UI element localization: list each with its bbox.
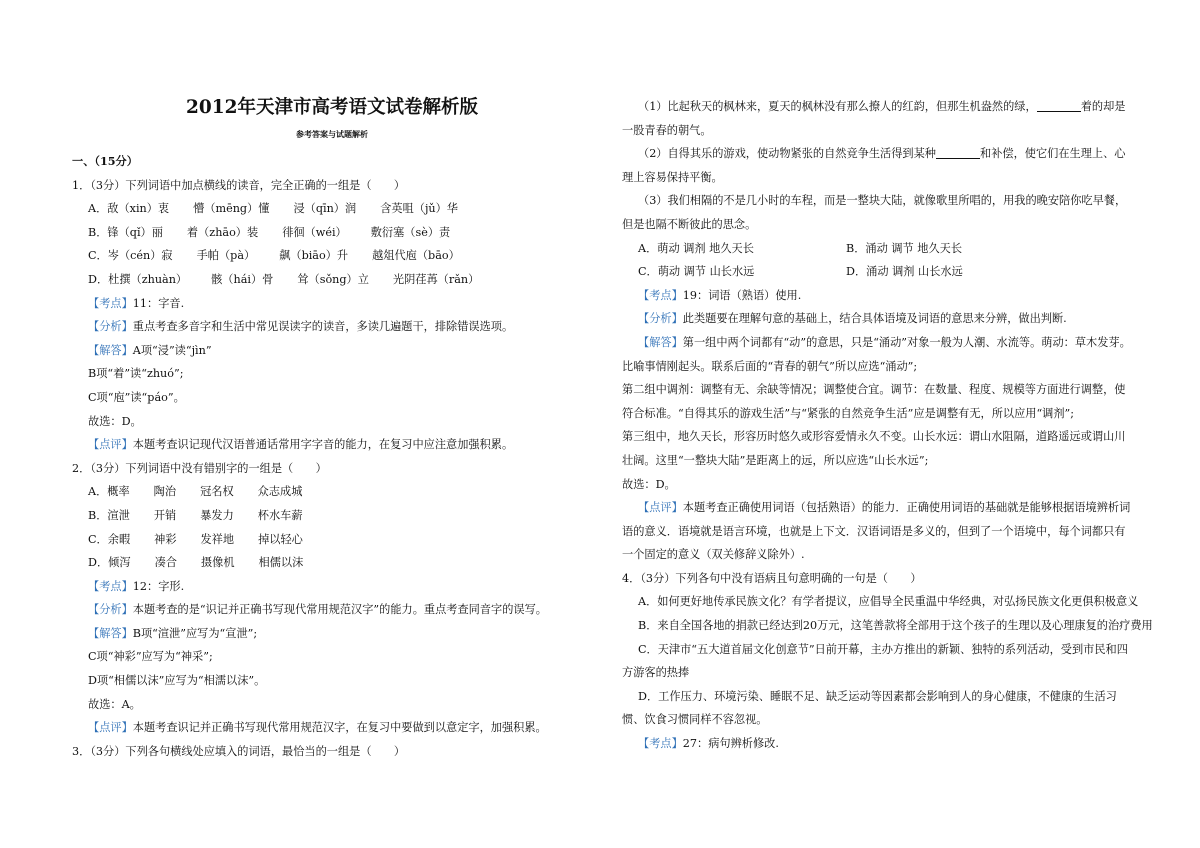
annotation-tag: 【点评】	[88, 438, 133, 452]
text-line	[72, 645, 592, 669]
text-line	[622, 307, 1132, 331]
text-segment: （1）比起秋天的枫林来，夏天的枫林没有那么撩人的红韵，但那生机盎然的绿，	[638, 100, 1037, 113]
annotation-tag: 【点评】	[638, 501, 683, 515]
option-word: 发祥地	[200, 532, 235, 546]
text-line	[72, 716, 592, 740]
option-word: 飙（biāo）升	[279, 249, 349, 263]
option-letter: C．	[88, 249, 108, 263]
text-segment: 第一组中两个词都有“动”的意思，只是“涌动”对象一般为人潮、水流等。萌动：草木发芽。比喻事情刚起头。联系后面的“青春的朝气”所以应选“涌动”;	[622, 335, 1131, 373]
text-segment: C．天津市“五大道首届文化创意节”日前开幕，主办方推出的新颖、独特的系列活动，受到市民和四方游客的热捧	[622, 642, 1128, 680]
option-word: 开销	[153, 508, 177, 522]
annotation-tag: 【点评】	[88, 721, 133, 735]
option-word: 暴发力	[200, 508, 234, 522]
option-word: 光阴荏苒（rǎn）	[392, 272, 480, 286]
annotation-tag: 【考点】	[88, 296, 133, 310]
option-word: 陶治	[153, 485, 177, 499]
text-line	[72, 622, 592, 646]
option-word: 骸（hái）骨	[211, 272, 274, 286]
option-word: 着（zhāo）装	[186, 225, 259, 239]
option-word: 渲泄	[107, 508, 130, 522]
text-segment: A．如何更好地传承民族文化？有学者提议，应倡导全民重温中华经典，对弘扬民族文化更俱积极意义	[638, 595, 1139, 609]
text-line	[72, 339, 592, 363]
text-segment: 19：词语（熟语）使用.	[682, 288, 802, 302]
text-segment: D项“相儒以沫”应写为“相濡以沫”。	[88, 674, 266, 688]
option-letter: D．	[88, 556, 109, 570]
text-line	[622, 614, 1153, 638]
text-line	[622, 496, 1132, 567]
text-segment: 故选：D。	[88, 414, 142, 428]
option-word: 余暇	[107, 532, 131, 546]
option-letter: B．	[88, 225, 108, 239]
annotation-tag: 【分析】	[638, 312, 683, 326]
text-line	[72, 480, 592, 504]
text-line	[72, 504, 592, 528]
text-segment: 本题考查识记并正确书写现代常用规范汉字，在复习中要做到以意定字，加强积累。	[132, 721, 547, 735]
text-line	[622, 378, 1132, 425]
annotation-tag: 【分析】	[88, 320, 133, 334]
text-segment: 27：病句辨析修改.	[682, 737, 779, 751]
text-segment: 第二组中调剂：调整有无、余缺等情况；调整使合宜。调节：在数量、程度、规模等方面进行调整，使符合标准。“自得其乐的游戏生活”与“紧张的自然竞争生活”应是调整有无，所以应用“调剂”;	[622, 383, 1126, 420]
text-segment: 着的却是一股青春的朝气。	[622, 100, 1126, 137]
option-word: 概率	[107, 485, 130, 499]
text-segment: B项“着”读“zhuó”;	[88, 367, 184, 381]
option-letter: C．	[88, 532, 108, 546]
text-line	[622, 732, 1132, 756]
option-word: 耸（sǒng）立	[297, 272, 369, 286]
option-item: B．涌动 调节 地久天长	[846, 241, 963, 255]
text-segment: 3．（3分）下列各句横线处应填入的词语，最恰当的一组是（ ）	[72, 744, 406, 758]
text-line	[72, 174, 592, 198]
option-row	[622, 237, 1132, 261]
right-content	[622, 95, 1153, 756]
text-line	[622, 590, 1139, 614]
text-line	[622, 685, 1132, 732]
text-line	[72, 362, 592, 386]
text-line	[622, 142, 1132, 189]
option-word: 摄像机	[200, 556, 235, 570]
text-line	[72, 551, 592, 575]
annotation-tag: 【解答】	[638, 335, 683, 349]
option-word: 凑合	[154, 556, 177, 570]
option-word: 冠名权	[200, 485, 234, 499]
text-line	[72, 292, 592, 316]
text-segment: 故选：A。	[88, 697, 141, 711]
page-subtitle: 参考答案与试题解析	[296, 129, 368, 139]
text-segment: B．来自全国各地的捐款已经达到20万元，这笔善款将全部用于这个孩子的生理以及心理康复的治疗费用	[638, 619, 1153, 633]
text-segment: 2．（3分）下列词语中没有错别字的一组是（ ）	[72, 461, 327, 475]
option-word: 倾泻	[108, 556, 131, 570]
text-line	[72, 268, 592, 292]
text-line	[72, 669, 592, 693]
option-word: 手帕（pà）	[196, 249, 256, 263]
section-heading	[72, 150, 592, 174]
annotation-tag: 【考点】	[638, 288, 683, 302]
text-line	[72, 244, 592, 268]
text-segment: 一、（15分）	[72, 154, 138, 168]
text-segment: C项“神彩”应写为“神采”;	[88, 650, 213, 664]
text-line	[72, 575, 592, 599]
option-letter: A．	[88, 485, 108, 499]
annotation-tag: 【考点】	[638, 737, 683, 751]
text-line	[72, 386, 592, 410]
text-segment: A项“浸”读“jìn”	[132, 343, 212, 357]
text-segment: 本题考查的是“识记并正确书写现代常用规范汉字”的能力。重点考查同音字的误写。	[132, 603, 547, 617]
option-word: 浸（qīn）润	[293, 202, 357, 216]
option-word: 掉以轻心	[258, 532, 303, 546]
option-word: 锋（qǐ）丽	[107, 225, 163, 239]
text-segment: 1．（3分）下列词语中加点横线的读音，完全正确的一组是（ ）	[72, 178, 406, 192]
text-segment: 重点考查多音字和生活中常见误读字的读音，多读几遍题干，排除错误选项。	[132, 320, 514, 334]
text-line	[72, 433, 592, 457]
text-segment: （2）自得其乐的游戏，使动物紧张的自然竞争生活得到某种	[638, 147, 936, 161]
annotation-tag: 【考点】	[88, 579, 133, 593]
option-letter: D．	[88, 272, 109, 286]
option-word: 越俎代庖（bāo）	[372, 249, 460, 263]
text-line	[72, 598, 592, 622]
text-line	[72, 315, 592, 339]
text-segment: 第三组中，地久天长，形容历时悠久或形容爱情永久不变。山长水远：谓山水阻隔，道路遥远或谓山川壮阔。这里“一整块大陆”是距离上的远，所以应选“山长水远”;	[622, 430, 1126, 467]
option-item: D．涌动 调剂 山长水远	[846, 265, 963, 279]
option-word: 相儒以沫	[258, 556, 304, 570]
left-content	[72, 150, 592, 763]
annotation-tag: 【解答】	[88, 343, 133, 357]
option-word: 杜撰（zhuàn）	[108, 272, 188, 286]
option-word: 众志成城	[257, 485, 303, 499]
text-line	[622, 284, 1132, 308]
option-word: 神彩	[154, 532, 177, 546]
text-line	[72, 197, 592, 221]
option-word: 徘徊（wéi）	[282, 225, 347, 239]
option-row	[622, 260, 1132, 284]
text-line	[622, 567, 1132, 591]
option-item: A．萌动 调剂 地久天长	[638, 241, 754, 255]
annotation-tag: 【解答】	[88, 626, 133, 640]
text-segment: B项“渲泄”应写为“宣泄”;	[132, 626, 258, 640]
text-line	[72, 693, 592, 717]
text-line	[622, 638, 1132, 685]
option-word: 含英咀（jǔ）华	[380, 202, 458, 216]
text-segment: 4．（3分）下列各句中没有语病且句意明确的一句是（ ）	[622, 571, 922, 585]
text-segment: C项“庖”读“páo”。	[88, 390, 185, 404]
fill-blank	[936, 145, 980, 159]
text-segment: 本题考查正确使用词语（包括熟语）的能力．正确使用词语的基础就是能够根据语境辨析词语的意义．语境就是语言环境，也就是上下文．汉语词语是多义的，但到了一个语境中，每个词都只有一个固定的意义（双关修辞义除外）.	[622, 501, 1131, 562]
option-letter: A．	[88, 202, 108, 216]
text-line	[72, 528, 592, 552]
text-line	[72, 221, 592, 245]
option-word: 懵（mēng）懂	[193, 202, 270, 216]
text-segment: 12：字形.	[132, 579, 185, 593]
fill-blank	[1037, 98, 1081, 112]
text-line	[622, 331, 1132, 378]
text-line	[622, 425, 1132, 472]
option-word: 敷衍塞（sè）责	[370, 225, 451, 239]
text-line	[622, 189, 1132, 236]
option-item: C．萌动 调节 山长水远	[638, 265, 755, 279]
annotation-tag: 【分析】	[88, 603, 133, 617]
text-line	[72, 740, 592, 764]
text-segment: 本题考查识记现代汉语普通话常用字字音的能力，在复习中应注意加强积累。	[132, 438, 514, 452]
text-segment: 和补偿，使它们在生理上、心理上容易保持平衡。	[622, 147, 1126, 184]
option-word: 岑（cén）寂	[107, 249, 173, 263]
text-line	[72, 410, 592, 434]
option-letter: B．	[88, 508, 108, 522]
page-title: 2012年天津市高考语文试卷解析版	[186, 97, 478, 118]
text-segment: 故选：D。	[622, 477, 676, 491]
option-word: 杯水车薪	[257, 508, 303, 522]
text-line	[622, 95, 1132, 142]
option-word: 敌（xin）衷	[107, 202, 170, 216]
text-segment: D．工作压力、环境污染、睡眠不足、缺乏运动等因素都会影响到人的身心健康，不健康的生活习惯、饮食习惯同样不容忽视。	[622, 689, 1117, 727]
text-line	[622, 473, 1132, 497]
text-segment: 11：字音.	[132, 296, 185, 310]
text-line	[72, 457, 592, 481]
text-segment: （3）我们相隔的不是几小时的车程，而是一整块大陆，就像歌里所唱的，用我的晚安陪你吃早餐，但是也隔不断彼此的思念。	[622, 194, 1127, 231]
text-segment: 此类题要在理解句意的基础上，结合具体语境及词语的意思来分辨，做出判断.	[682, 312, 1067, 326]
